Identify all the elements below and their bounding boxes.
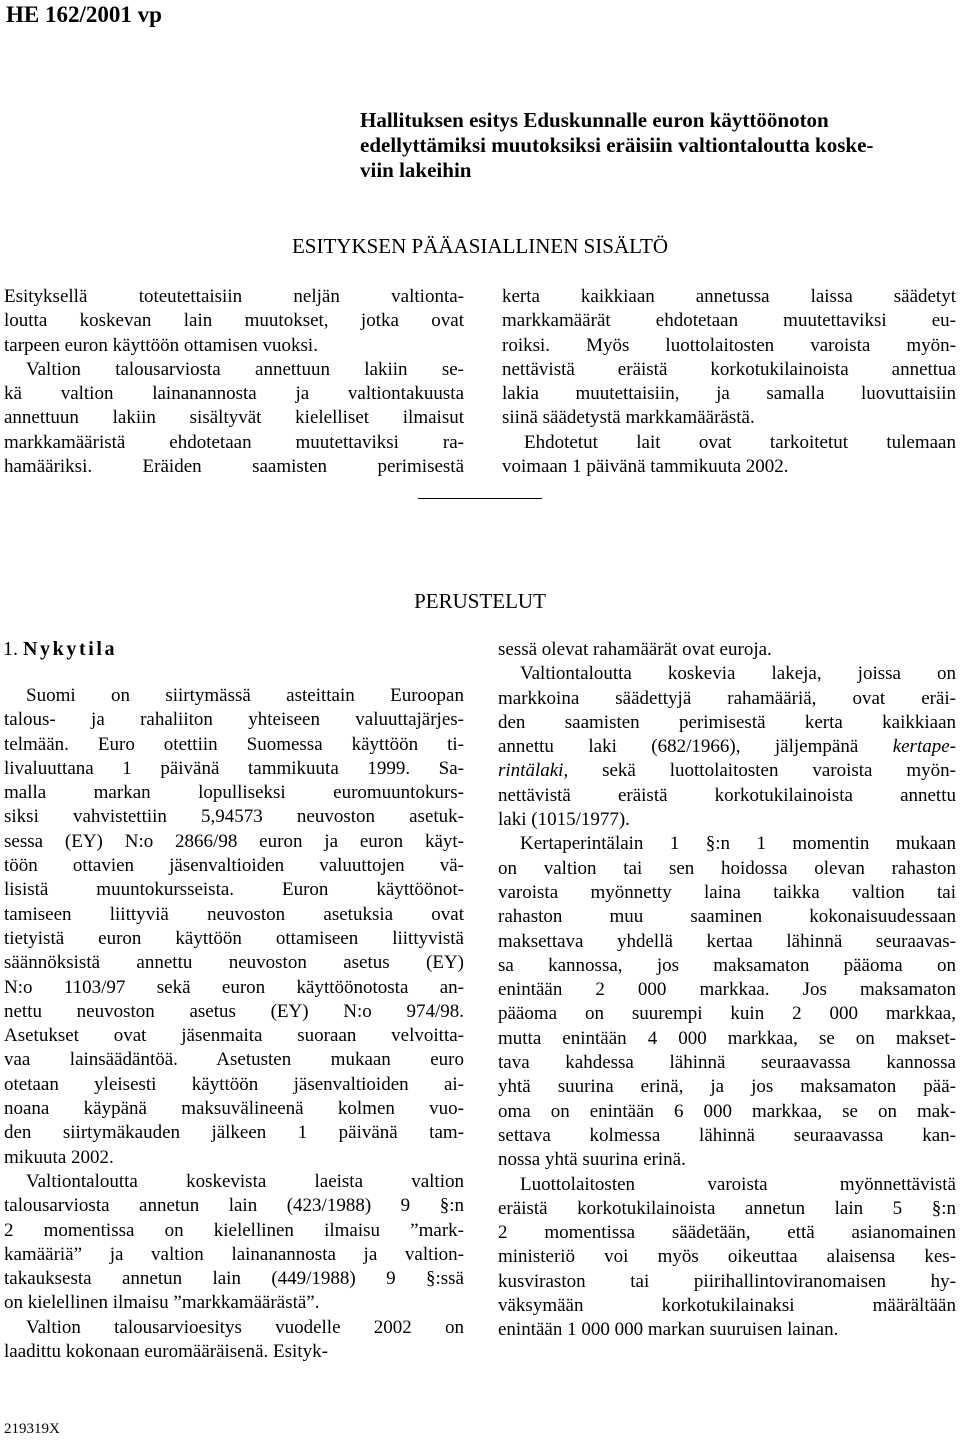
section-name: Nykytila [23,638,118,660]
text-line: markkoina säädettyjä rahamääriä, ovat eräi- [498,687,956,709]
text-line: sessä olevat rahamäärät ovat euroja. [498,639,772,660]
text-line: siksi vahvistettiin 5,94573 neuvoston asetuk- [4,806,464,828]
text-line: livaluuttana 1 päivänä tammikuuta 1999. Sa- [4,757,464,779]
text-line: eräistä korkotukilainoista annetun lain 5 §:n [498,1197,956,1219]
text-line: tarpeen euron käyttöön ottamisen vuoksi. [4,334,318,356]
text-line: nettävistä eräistä korkotukilainoista annettu [498,784,956,806]
text-line: oma on enintään 6 000 markkaa, se on mak- [498,1100,956,1122]
text-line: tamiseen liittyviä neuvoston asetuksia ovat [4,903,464,925]
section-title [3,637,117,661]
text-line: kamääriä” ja valtion lainanannosta ja valtion- [4,1243,464,1265]
text-line: sessa (EY) N:o 2866/98 euron ja euron käyt- [4,830,464,852]
text-line: sa kannossa, jos maksamaton pääoma on [498,954,956,976]
text-line: lakia muutettaisiin, ja samalla luovuttaisiin [502,383,956,405]
text-line: Valtion talousarviosta annettuun lakiin se- [26,358,464,380]
text-line: Luottolaitosten varoista myönnettävistä [520,1173,956,1195]
text-line: loutta koskevan lain muutokset, jotka ovat [4,310,464,332]
text-line: otetaan yleisesti käyttöön jäsenvaltioiden ai- [4,1073,464,1095]
text-line: Esityksellä toteutettaisiin neljän valtionta- [4,286,464,307]
text-line: roiksi. Myös luottolaitosten varoista myön- [502,334,956,356]
text-line: voimaan 1 päivänä tammikuuta 2002. [502,456,789,478]
text-line: den saamisten perimisestä kerta kaikkiaan [498,711,956,733]
rationale-heading: PERUSTELUT [414,589,546,613]
text-line: enintään 2 000 markkaa. Jos maksamaton [498,979,956,1001]
text-line: rahaston muu saaminen kokonaisuudessaan [498,906,956,928]
text-line: lisistä muuntokursseista. Euron käyttöönot- [4,879,464,901]
text-line: talous- ja rahaliiton yhteiseen valuuttajärjes- [4,709,464,731]
text-line: telmään. Euro otettiin Suomessa käyttöön ti- [4,733,464,755]
text-line: kusviraston tai piirihallintoviranomaisen hy- [498,1270,956,1292]
text-line: ministeriö voi myös oikeuttaa alaisensa kes- [498,1246,956,1268]
text-line: kerta kaikkiaan annetussa laissa säädetyt [502,286,956,307]
text-line: Valtiontaloutta koskevista laeista valtion [26,1170,464,1192]
text-line: nettävistä eräistä korkotukilainoista annettua [502,358,956,380]
text-line: pääoma on suurempi kuin 2 000 markkaa, [498,1003,956,1025]
text-line: tava kahdessa lähinnä seuraavassa kannossa [498,1052,956,1074]
text-line [498,735,956,759]
text-line [498,759,956,783]
text-line: takauksesta annetun lain (449/1988) 9 §:ssä [4,1268,464,1290]
text-line: Asetukset ovat jäsenmaita suoraan velvoitta- [4,1025,464,1047]
text-line: markkamäärät ehdotetaan muutettaviksi eu- [502,310,956,332]
text-line: den siirtymäkauden jälkeen 1 päivänä tam- [4,1122,464,1144]
text-line: mutta enintään 4 000 markkaa, se on makset- [498,1027,956,1049]
text-line: laki (1015/1977). [498,809,630,831]
text-line: noana käypänä maksuvälineenä kolmen vuo- [4,1098,464,1120]
text-line: Valtiontaloutta koskevia lakeja, joissa on [520,663,956,685]
text-line: maksettava yhdellä kertaa lähinnä seuraavas- [498,930,956,952]
section-divider [418,498,542,499]
text-line: Suomi on siirtymässä asteittain Euroopan [26,685,464,706]
text-line: varoista myönnetty laina taikka valtion tai [498,881,956,903]
text-line: kä valtion lainanannosta ja valtiontakuusta [4,383,464,405]
text-line: laadittu kokonaan euromääräisenä. Esityk- [4,1341,328,1363]
text-line: Kertaperintälain 1 §:n 1 momentin mukaan [520,833,956,855]
text-line: on valtion tai sen hoidossa olevan rahaston [498,857,956,879]
summary-left-column [4,285,464,479]
text-line: talousarviosta annetun lain (423/1988) 9 §:n [4,1195,464,1217]
text-line: yhtä suurina erinä, ja jos maksamaton pää- [498,1076,956,1098]
text-line: siinä säädetystä markkamäärästä. [502,407,755,429]
text-line: on kielellinen ilmaisu ”markkamäärästä”. [4,1292,320,1314]
text-line: säännöksistä annettu neuvoston asetus (EY) [4,952,464,974]
title-line: Hallituksen esitys Eduskunnalle euron käyttöönoton [360,108,829,132]
italic-term: rintälaki [498,760,564,782]
text-line: väksymään korkotukilainaksi määrältään [498,1295,956,1317]
text-run: , sekä luottolaitosten varoista myön- [563,760,956,782]
summary-heading: ESITYKSEN PÄÄASIALLINEN SISÄLTÖ [291,234,669,258]
italic-term: kertape- [892,736,956,758]
text-line: settava kolmessa lähinnä seuraavassa kan- [498,1124,956,1146]
text-line: enintään 1 000 000 markan suuruisen lainan. [498,1319,839,1341]
text-line: Valtion talousarvioesitys vuodelle 2002 on [26,1316,464,1338]
text-line: vaa lainsäädäntöä. Asetusten mukaan euro [4,1049,464,1071]
footer-code: 219319X [4,1421,60,1437]
text-line: Ehdotetut lait ovat tarkoitetut tulemaan [524,431,956,453]
text-line: annettuun lakiin sisältyvät kielelliset ilmaisut [4,407,464,429]
title-line: edellyttämiksi muutoksiksi eräisiin valtiontaloutta koske- [360,133,874,157]
summary-right-column [502,285,956,479]
body-right-column [498,638,956,1343]
title-line: viin lakeihin [360,158,472,182]
section-number: 1. [3,638,18,660]
document-title [360,108,956,183]
text-line: tietyistä euron käyttöön ottamiseen liittyvistä [4,927,464,949]
text-line: malla markan lopulliseksi euromuuntokurs- [4,782,464,804]
text-line: hamääriksi. Eräiden saamisten perimisestä [4,456,464,478]
text-line: N:o 1103/97 sekä euron käyttöönotosta an- [4,976,464,998]
text-line: nossa yhtä suurina erinä. [498,1149,686,1171]
text-line: 2 momentissa on kielellinen ilmaisu ”mark- [4,1219,464,1241]
text-line: markkamääristä ehdotetaan muutettaviksi ra- [4,431,464,453]
body-left-column [4,684,464,1364]
text-line: nettu neuvoston asetus (EY) N:o 974/98. [4,1000,464,1022]
text-run: annettu laki (682/1966), jäljempänä [498,736,893,758]
text-line: 2 momentissa säädetään, että asianomainen [498,1222,956,1244]
text-line: töön ottavien jäsenvaltioiden valuuttojen vä- [4,855,464,877]
document-id: HE 162/2001 vp [6,2,162,27]
text-line: mikuuta 2002. [4,1146,114,1168]
